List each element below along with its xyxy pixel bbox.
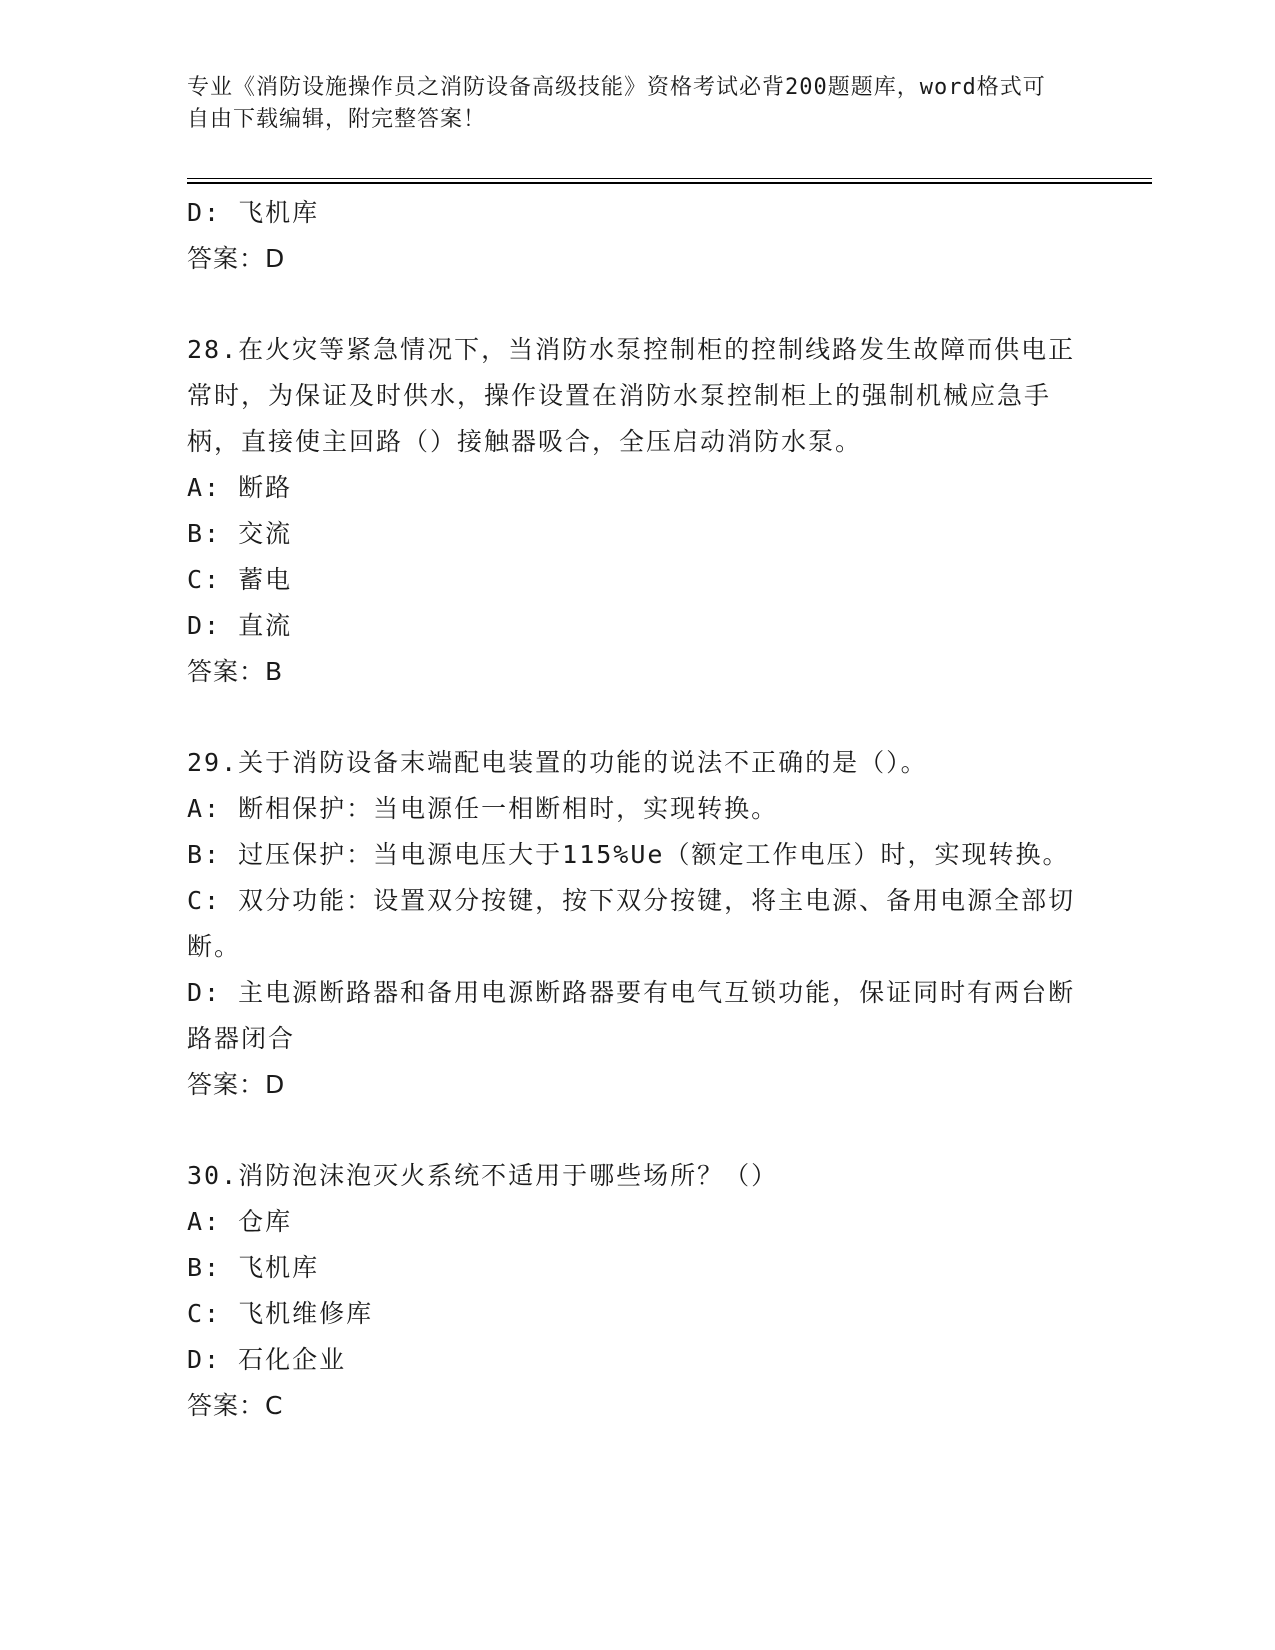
header-divider-thin [187, 178, 1152, 179]
answer-line: 答案：C [187, 1391, 284, 1420]
question-stem: 30.消防泡沫泡灭火系统不适用于哪些场所？（） [187, 1161, 779, 1190]
question-28 [187, 327, 1087, 695]
option-b: B: 过压保护：当电源电压大于115%Ue（额定工作电压）时，实现转换。 [187, 840, 1070, 869]
option-d: D: 石化企业 [187, 1345, 347, 1374]
question-list [187, 190, 1087, 1429]
option-a: A: 断路 [187, 473, 293, 502]
question-29 [187, 740, 1087, 1108]
answer-line: 答案：D [187, 1070, 286, 1099]
question-stem: 29.关于消防设备末端配电装置的功能的说法不正确的是（）。 [187, 748, 928, 777]
header-divider-thick [187, 182, 1152, 184]
previous-question-tail [187, 190, 1087, 282]
option-d: D: 主电源断路器和备用电源断路器要有电气互锁功能，保证同时有两台断路器闭合 [187, 978, 1076, 1053]
question-stem: 28.在火灾等紧急情况下，当消防水泵控制柜的控制线路发生故障而供电正常时，为保证及时供水，操作设置在消防水泵控制柜上的强制机械应急手柄，直接使主回路（）接触器吸合，全压启动消防水泵。 [187, 335, 1076, 456]
answer-line: 答案：B [187, 657, 284, 686]
option-c: C: 飞机维修库 [187, 1299, 374, 1328]
answer-line: 答案：D [187, 244, 286, 273]
option-c: C: 蓄电 [187, 565, 293, 594]
option-a: A: 断相保护：当电源任一相断相时，实现转换。 [187, 794, 779, 823]
document-header: 专业《消防设施操作员之消防设备高级技能》资格考试必背200题题库，word格式可自由下载编辑，附完整答案！ [187, 75, 1046, 132]
option-b: B: 飞机库 [187, 1253, 320, 1282]
option-d: D: 直流 [187, 611, 293, 640]
option-d: D: 飞机库 [187, 198, 320, 227]
question-30 [187, 1153, 1087, 1429]
option-c: C: 双分功能：设置双分按键，按下双分按键，将主电源、备用电源全部切断。 [187, 886, 1076, 961]
option-b: B: 交流 [187, 519, 293, 548]
option-a: A: 仓库 [187, 1207, 293, 1236]
